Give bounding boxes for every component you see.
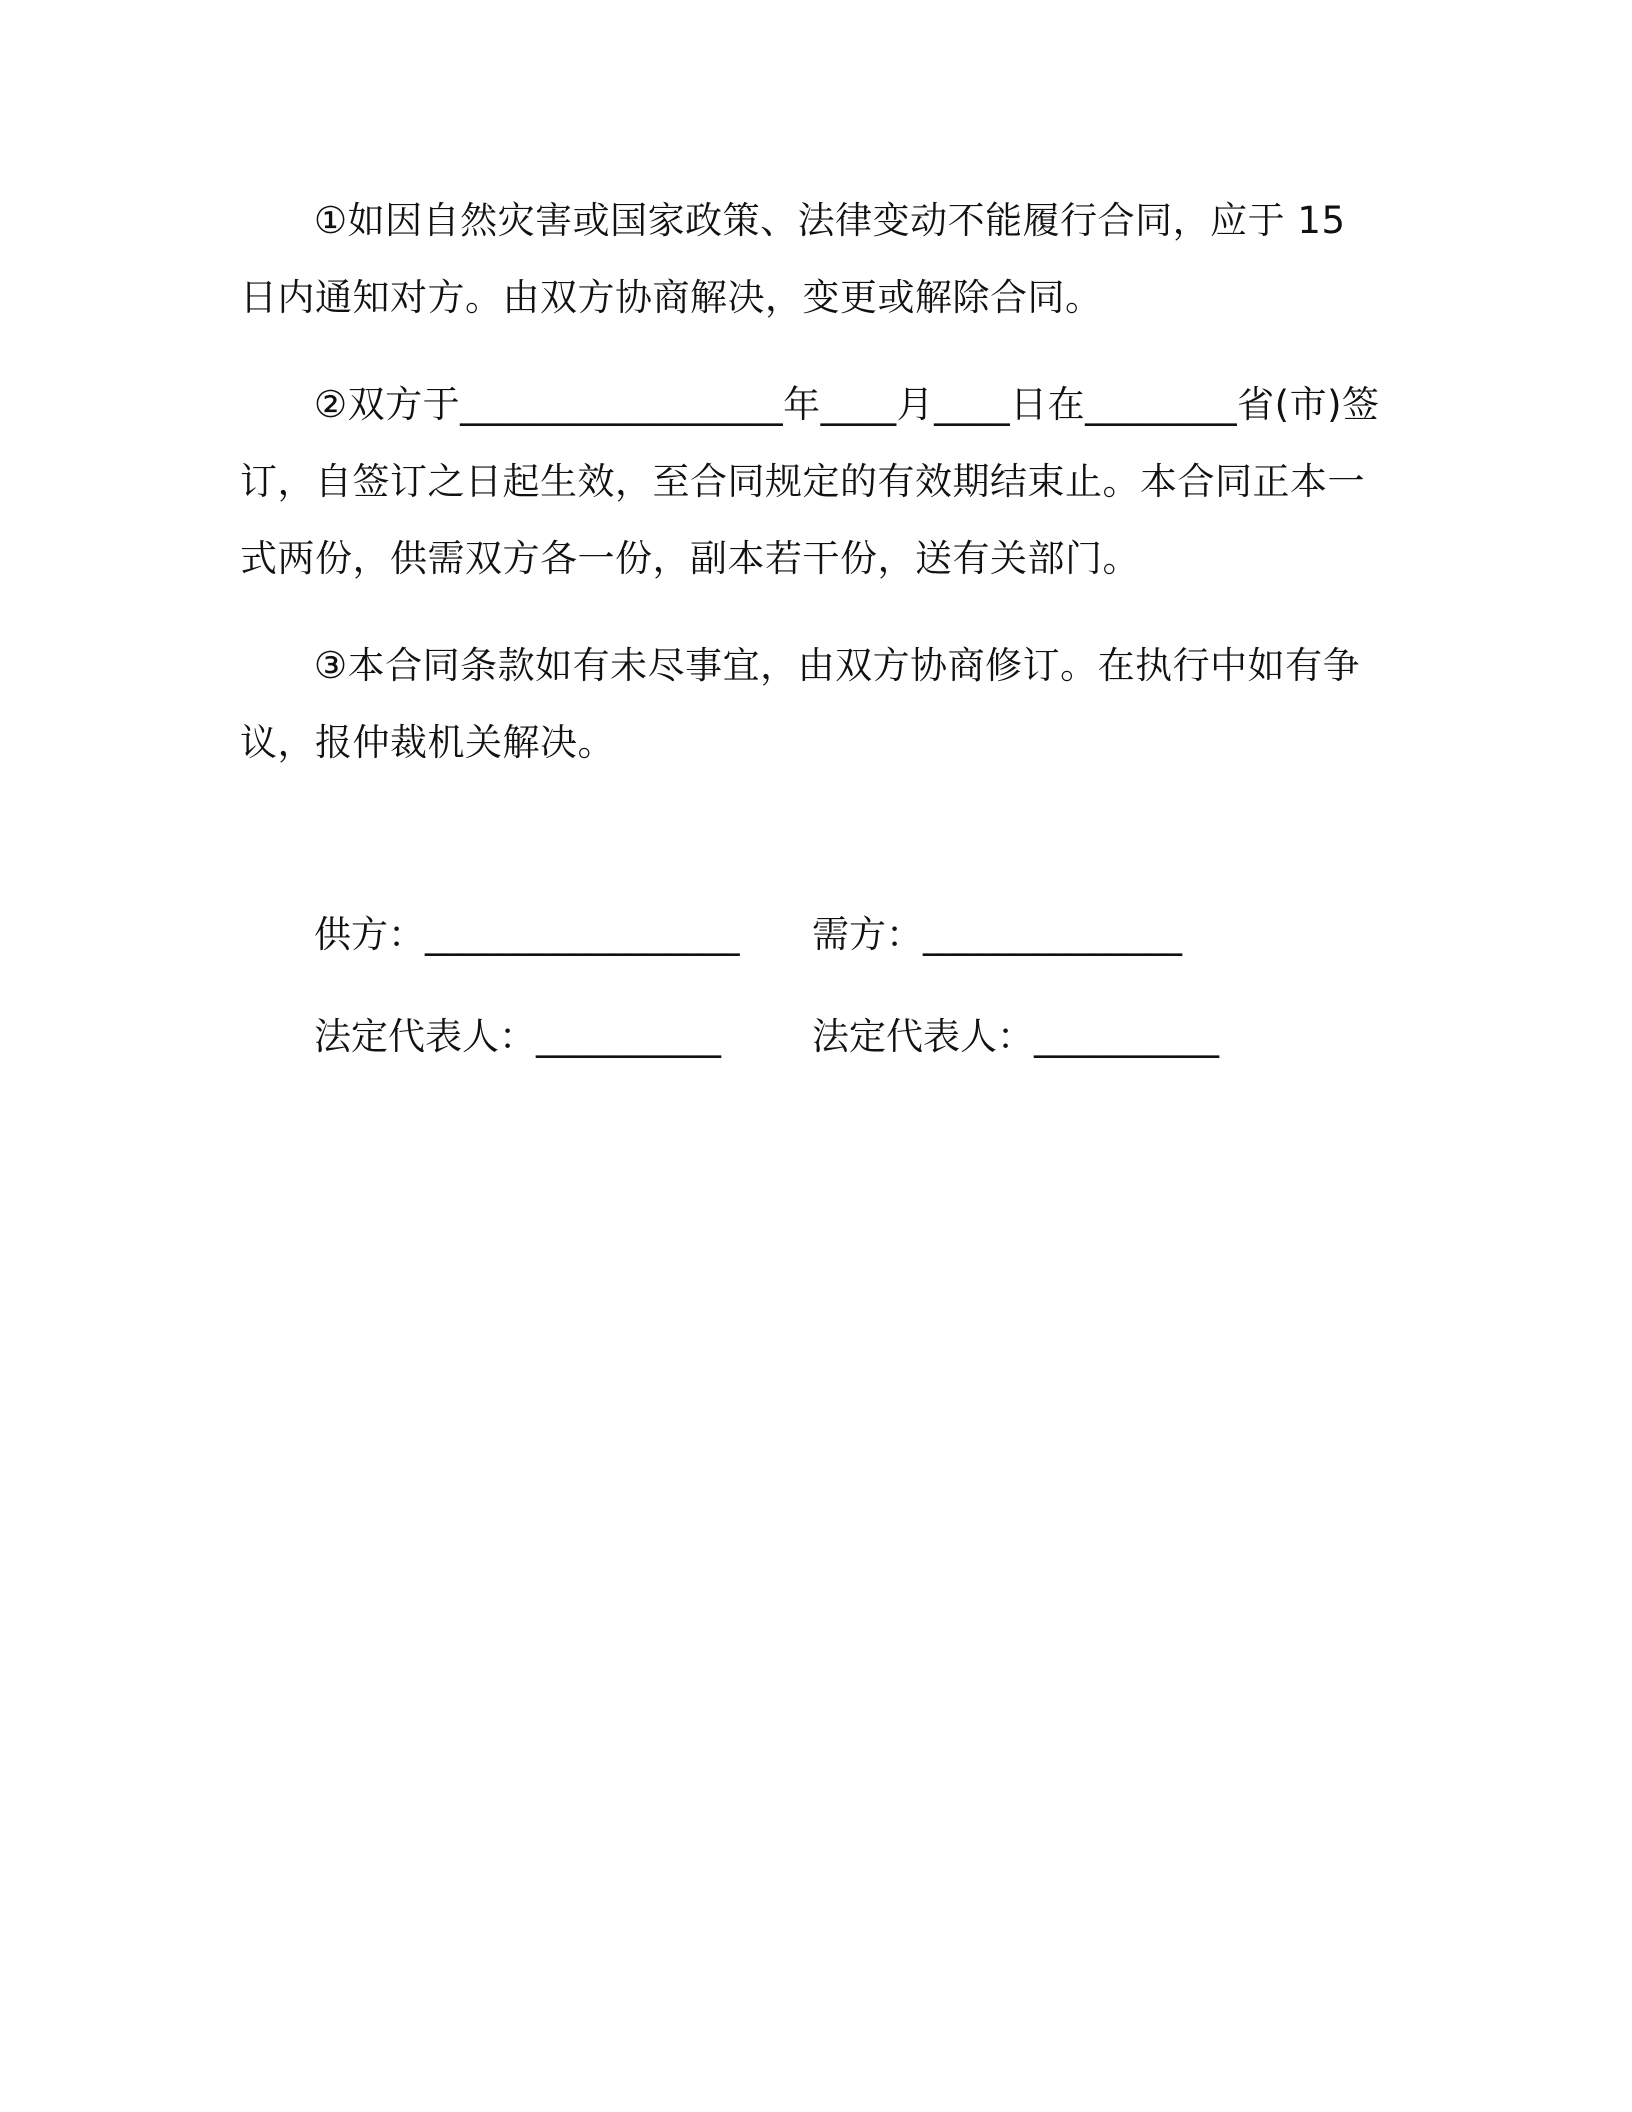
supplier-representative-line: 法定代表人：__________ [314,1015,721,1058]
contract-clauses [240,182,1390,811]
signature-row-parties [314,905,1414,965]
buyer-signature-line: 需方：______________ [812,913,1182,956]
buyer-representative-line: 法定代表人：__________ [812,1015,1219,1058]
supplier-signature-line: 供方：_________________ [314,913,740,956]
signature-block [314,905,1414,1109]
signature-row-representatives [314,1007,1414,1067]
clause-signing-effective: ②双方于_________________年____月____日在________省(市)签订，自签订之日起生效，至合同规定的有效期结束止。本合同正本一式两份，供需双方各一份，副本若干份，送有关部门。 [240,383,1380,580]
clause-force-majeure: ①如因自然灾害或国家政策、法律变动不能履行合同，应于 15 日内通知对方。由双方协商解决，变更或解除合同。 [240,199,1346,319]
clause-unresolved-matters: ③本合同条款如有未尽事宜，由双方协商修订。在执行中如有争议，报仲裁机关解决。 [240,644,1361,764]
